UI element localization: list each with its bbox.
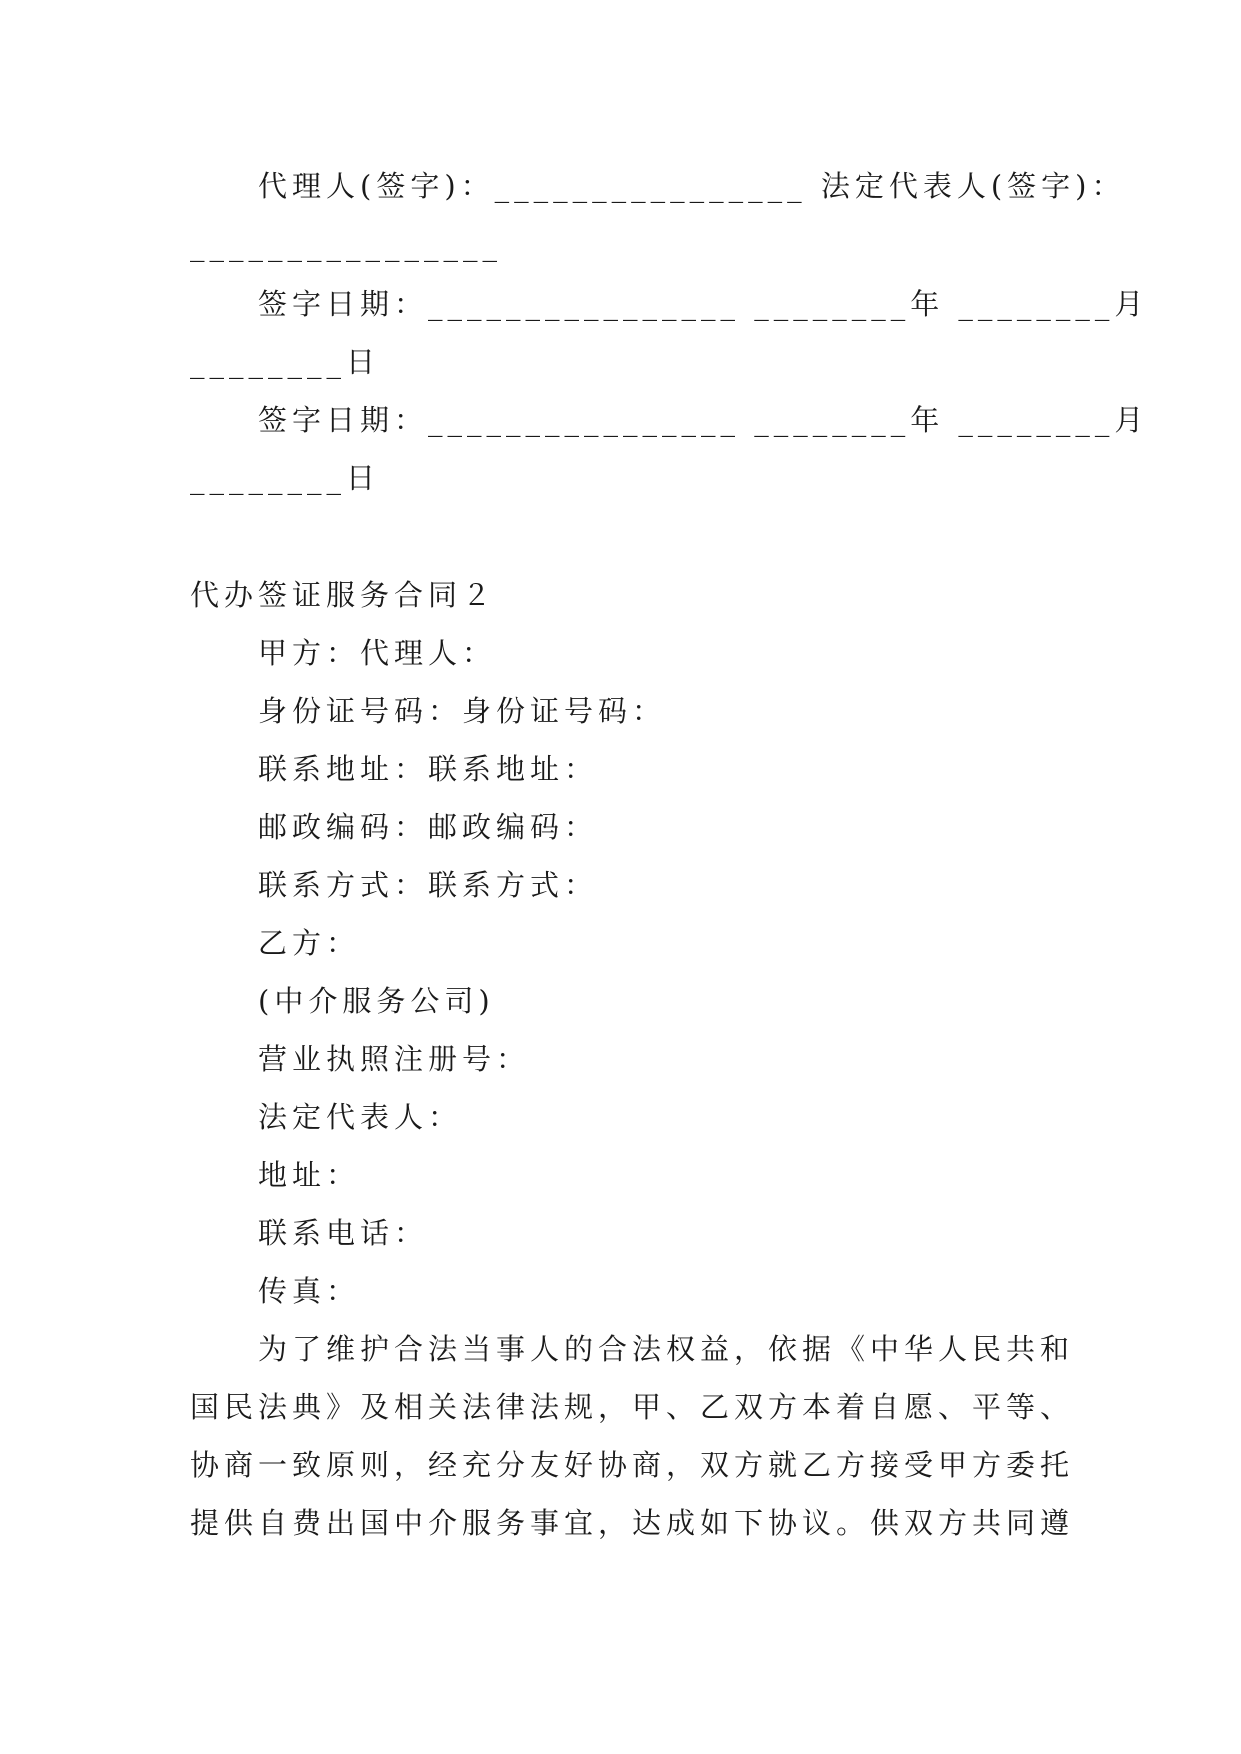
legal-rep-line: 法定代表人： bbox=[258, 1100, 463, 1134]
party-b-line: 乙方： bbox=[258, 926, 361, 960]
paragraph-line: 提供自费出国中介服务事宜，达成如下协议。供双方共同遵 bbox=[190, 1506, 1075, 1540]
contract-title: 代办签证服务合同２ bbox=[190, 578, 497, 612]
signature-date-day-2: ________日 bbox=[190, 461, 381, 495]
phone-line: 联系电话： bbox=[258, 1216, 429, 1250]
id-number-line: 身份证号码：身份证号码： bbox=[258, 694, 667, 728]
address-b-line: 地址： bbox=[258, 1158, 361, 1192]
legal-rep-signature-blank: ________________ bbox=[190, 228, 502, 262]
fax-line: 传真： bbox=[258, 1274, 361, 1308]
contact-a-line: 联系方式：联系方式： bbox=[258, 868, 599, 902]
party-a-line: 甲方：代理人： bbox=[258, 636, 497, 670]
postal-code-line: 邮政编码：邮政编码： bbox=[258, 810, 599, 844]
party-b-note: (中介服务公司) bbox=[258, 984, 495, 1018]
address-a-line: 联系地址：联系地址： bbox=[258, 752, 599, 786]
paragraph-line: 协商一致原则，经充分友好协商，双方就乙方接受甲方委托 bbox=[190, 1448, 1075, 1482]
signature-date-day-1: ________日 bbox=[190, 345, 381, 379]
signature-date-line-2: 签字日期：________________ ________年 ________月 bbox=[258, 403, 1149, 437]
license-number-line: 营业执照注册号： bbox=[258, 1042, 531, 1076]
signature-date-line-1: 签字日期：________________ ________年 ________月 bbox=[258, 287, 1149, 321]
paragraph-line: 国民法典》及相关法律法规，甲、乙双方本着自愿、平等、 bbox=[190, 1390, 1075, 1424]
paragraph-line: 为了维护合法当事人的合法权益，依据《中华人民共和 bbox=[258, 1332, 1075, 1366]
agent-signature-line: 代理人(签字)：________________ 法定代表人(签字)： bbox=[258, 169, 1126, 203]
